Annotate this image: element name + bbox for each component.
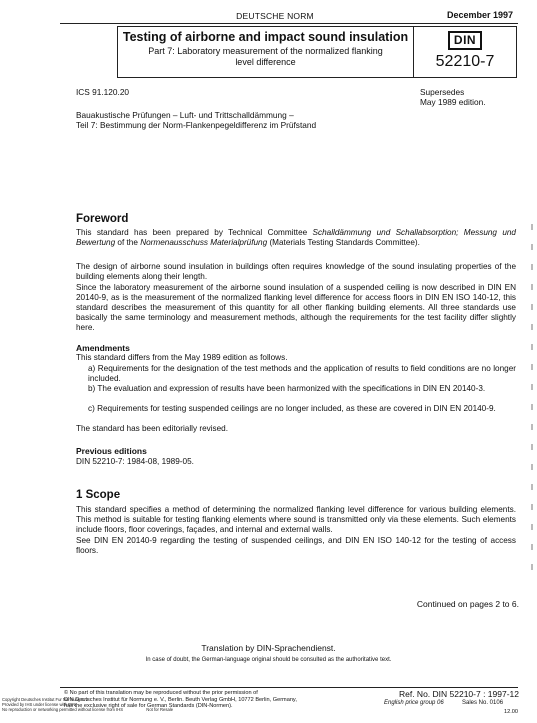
amendment-item-c: c) Requirements for testing suspended ceilings are no longer included, as these are covered in DIN EN 20140-9. — [88, 404, 496, 413]
previous-editions-text: DIN 52210-7: 1984-08, 1989-05. — [76, 457, 194, 466]
edition-code: 12.00 — [504, 709, 518, 715]
amendments-intro: This standard differs from the May 1989 edition as follows. — [76, 353, 288, 362]
scope-paragraph-2: See DIN EN 20140-9 regarding the testing of suspended ceilings, and DIN EN ISO 140-12 for the testing of access floors. — [76, 536, 516, 555]
price-group: English price group 06 — [384, 700, 444, 706]
scan-margin-marks — [529, 210, 535, 610]
title-box — [117, 26, 414, 78]
standard-name: DEUTSCHE NORM — [236, 11, 314, 21]
foreword-paragraph-3: Since the laboratory measurement of the airborne sound insulation of a suspended ceiling is now described in DIN EN 20140-9, as is the measurement of the normalized flanking level difference for access floors in DIN EN ISO 140-12, this standard describes the measurement of this quantity for all other flanking building elements. All three standards use basically the same terminology and measurement methods, although the requirements for the test facility differ slightly here. — [76, 283, 516, 332]
scope-paragraph-1: This standard specifies a method of determining the normalized flanking level difference for various building elements. This method is suitable for testing flanking elements where sound is transmitted only via these elements. Such elements include floors, floor coverings, façades, and internal and external walls. — [76, 505, 516, 534]
language-disclaimer: In case of doubt, the German-language original should be consulted as the authoritative text. — [145, 657, 392, 663]
amendments-closing: The standard has been editorially revised. — [76, 424, 229, 433]
german-title: Bauakustische Prüfungen – Luft- und Trittschalldämmung – Teil 7: Bestimmung der Norm-Flankenpegeldifferenz im Prüfstand — [76, 110, 317, 130]
copyright-notice: © No part of this translation may be reproduced without the prior permission of DIN Deutsches Institut für Normung e. V., Berlin. Beuth Verlag GmbH, 10772 Berlin, Germany, has the exclusive right of sale for German Standards (DIN-Normen). — [64, 690, 297, 709]
license-notes: Copyright Deutsches Institut Fur Normung E.V. Provided by IHS under license with DIN No reproduction or networking permitted without license from IHS Not for Resale — [2, 697, 174, 713]
supersedes-note: Supersedes May 1989 edition. — [420, 87, 486, 107]
foreword-paragraph-2: The design of airborne sound insulation in buildings often requires knowledge of the sound insulating properties of the building elements along their length. — [76, 262, 516, 281]
sales-number: Sales No. 0106 — [462, 700, 504, 706]
din-logo: DIN — [448, 31, 482, 50]
document-subtitle: Part 7: Laboratory measurement of the normalized flanking level difference — [148, 46, 383, 67]
din-box — [413, 26, 517, 78]
amendment-item-b: b) The evaluation and expression of results have been harmonized with the specifications in DIN EN 20140-3. — [88, 384, 486, 393]
document-title: Testing of airborne and impact sound insulation — [122, 30, 409, 44]
foreword-heading: Foreword — [76, 213, 129, 225]
amendment-item-a: a) Requirements for the designation of the test methods and the application of results to field conditions are no longer included. — [88, 364, 516, 383]
foreword-paragraph-1: This standard has been prepared by Technical Committee Schalldämmung und Schallabsorption; Messung und Bewertung of the Normenausschuss Materialprüfung (Materials Testing Standards Committee). — [76, 228, 516, 247]
continued-note: Continued on pages 2 to 6. — [416, 599, 519, 609]
footer-rule — [60, 687, 518, 688]
reference-number: Ref. No. DIN 52210-7 : 1997-12 — [398, 689, 519, 699]
publication-date: December 1997 — [446, 10, 513, 20]
previous-editions-heading: Previous editions — [76, 446, 147, 456]
din-number: 52210-7 — [435, 53, 495, 70]
amendments-heading: Amendments — [76, 343, 130, 353]
translation-note: Translation by DIN-Sprachendienst. — [201, 643, 336, 653]
scope-heading: 1 Scope — [76, 489, 121, 501]
ics-code: ICS 91.120.20 — [76, 87, 130, 97]
